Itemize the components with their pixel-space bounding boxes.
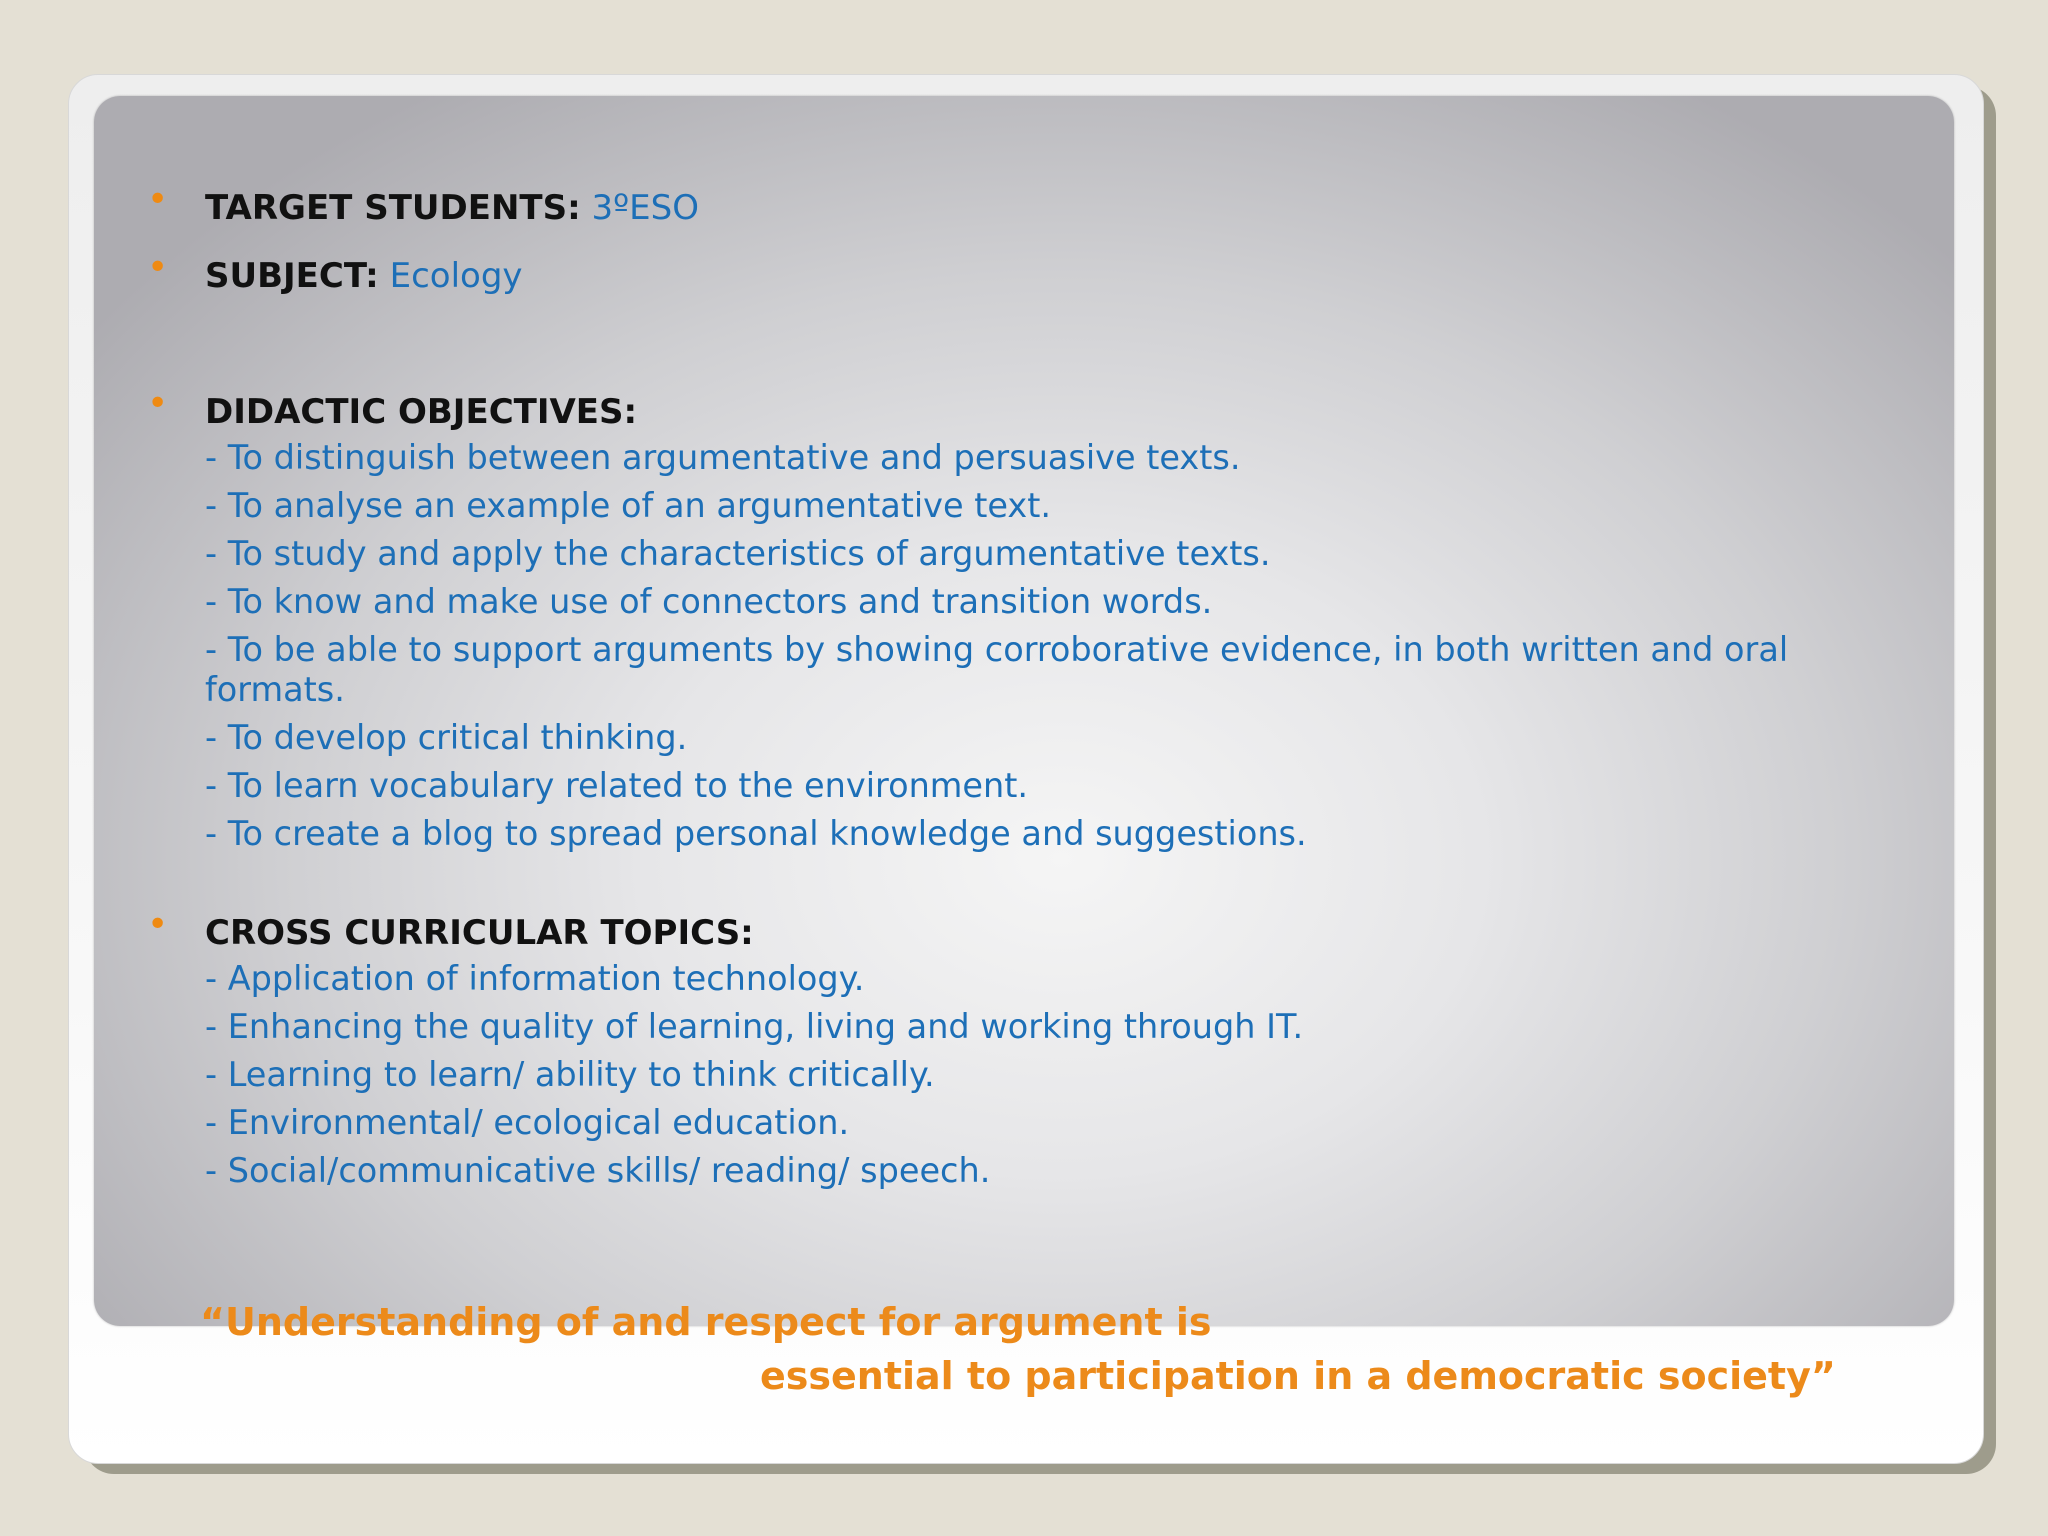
subject-label: SUBJECT: (205, 256, 379, 296)
cross-curricular-section (147, 904, 1304, 1199)
didactic-objectives-list (205, 438, 1865, 854)
list-item: - To develop critical thinking. (205, 718, 688, 757)
cross-curricular-heading-row (205, 913, 1303, 953)
bullet-icon: • (147, 383, 169, 424)
target-students-value: 3ºESO (591, 188, 699, 228)
list-item: - To know and make use of connectors and transition words. (205, 582, 1213, 621)
quote-line-2: essential to participation in a democratic society” (760, 1354, 1836, 1398)
target-students-label: TARGET STUDENTS: (205, 188, 581, 228)
quote-line-1: “Understanding of and respect for argument is (200, 1300, 1212, 1344)
subject-value: Ecology (389, 256, 523, 296)
target-students-item (147, 179, 699, 228)
didactic-objectives-heading-row (205, 392, 1865, 432)
list-item: - Environmental/ ecological education. (205, 1103, 850, 1142)
target-students-row (205, 188, 699, 228)
list-item: - Enhancing the quality of learning, living and working through IT. (205, 1007, 1304, 1046)
bullet-icon: • (147, 247, 169, 288)
cross-curricular-list (205, 959, 1303, 1191)
list-item: - To be able to support arguments by showing corroborative evidence, in both written and oral formats. (205, 630, 1789, 709)
list-item: - To study and apply the characteristics of argumentative texts. (205, 534, 1271, 573)
list-item: - To learn vocabulary related to the environment. (205, 766, 1029, 805)
subject-item (147, 247, 523, 296)
bullet-icon: • (147, 904, 169, 945)
list-item: - To analyse an example of an argumentative text. (205, 486, 1052, 525)
didactic-objectives-heading: DIDACTIC OBJECTIVES: (205, 392, 638, 432)
bullet-icon: • (147, 179, 169, 220)
didactic-objectives-section (147, 383, 1865, 862)
list-item: - Application of information technology. (205, 959, 865, 998)
subject-row (205, 256, 523, 296)
cross-curricular-heading: CROSS CURRICULAR TOPICS: (205, 913, 754, 953)
list-item: - To distinguish between argumentative and persuasive texts. (205, 438, 1241, 477)
list-item: - Social/communicative skills/ reading/ speech. (205, 1151, 991, 1190)
list-item: - To create a blog to spread personal knowledge and suggestions. (205, 814, 1307, 853)
list-item: - Learning to learn/ ability to think critically. (205, 1055, 935, 1094)
